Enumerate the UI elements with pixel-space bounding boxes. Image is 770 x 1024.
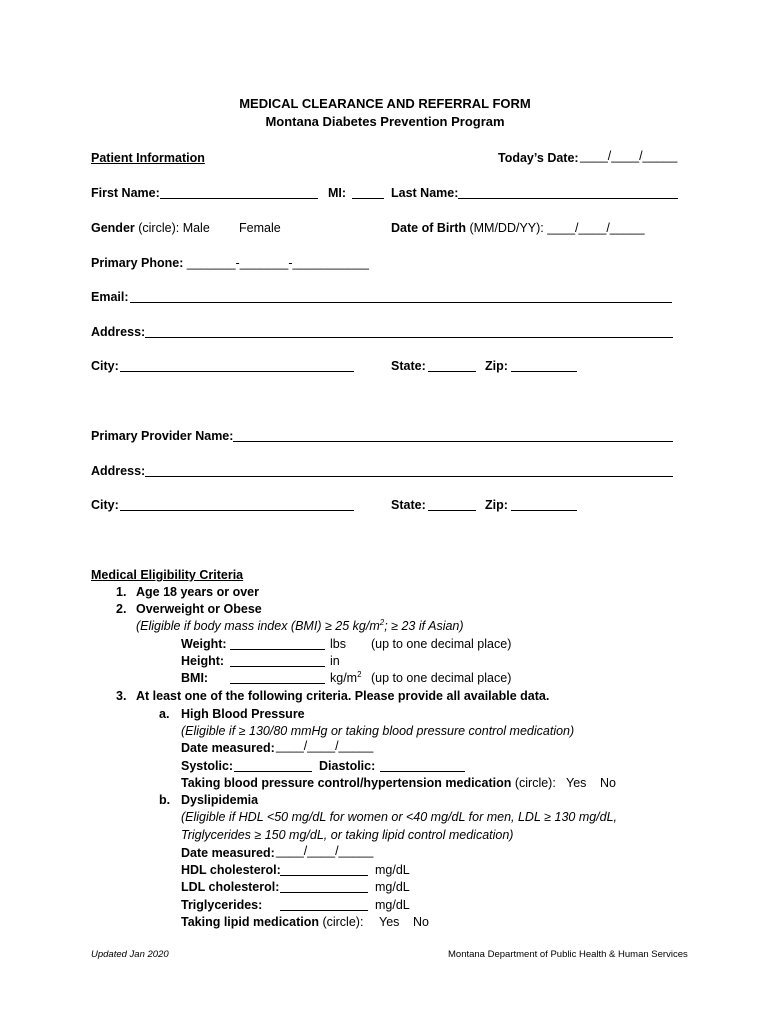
lipid-med-row: [181, 914, 363, 930]
bp-med-no[interactable]: No: [600, 776, 616, 790]
provider-name-field[interactable]: [233, 441, 673, 442]
provider-city-field[interactable]: [120, 510, 354, 511]
provider-state-field[interactable]: [428, 510, 476, 511]
high-bp-note: (Eligible if ≥ 130/80 mmHg or taking blood pressure control medication): [181, 724, 575, 738]
last-name-label: Last Name:: [391, 186, 459, 200]
item3b-letter: b.: [159, 793, 171, 807]
item3-number: 3.: [116, 689, 127, 703]
todays-date-label: Today’s Date:: [498, 151, 579, 165]
weight-note: (up to one decimal place): [371, 637, 512, 651]
provider-address-field[interactable]: [145, 476, 673, 477]
provider-city-label: City:: [91, 498, 119, 512]
dob-field[interactable]: ____/____/_____: [547, 221, 645, 235]
hdl-label: HDL cholesterol:: [181, 863, 281, 877]
gender-row: [91, 220, 210, 236]
bmi-unit-a: kg/m: [330, 671, 358, 685]
address-label: Address:: [91, 325, 146, 339]
bp-med-hint: (circle):: [511, 776, 556, 790]
bp-med-yes[interactable]: Yes: [566, 776, 587, 790]
ldl-field[interactable]: [280, 892, 368, 893]
form-subtitle: Montana Diabetes Prevention Program: [265, 114, 505, 129]
footer-updated: Updated Jan 2020: [91, 949, 169, 960]
gender-label: Gender: [91, 221, 135, 235]
provider-name-label: Primary Provider Name:: [91, 429, 234, 443]
lipid-med-no[interactable]: No: [413, 915, 429, 929]
city-field[interactable]: [120, 371, 354, 372]
form-title: MEDICAL CLEARANCE AND REFERRAL FORM: [239, 96, 531, 111]
dob-hint: (MM/DD/YY):: [466, 221, 548, 235]
provider-zip-field[interactable]: [511, 510, 577, 511]
lipid-date-field[interactable]: ____/____/_____: [276, 844, 374, 858]
gender-option-male[interactable]: Male: [182, 221, 210, 235]
lipid-med-label: Taking lipid medication: [181, 915, 319, 929]
provider-state-label: State:: [391, 498, 426, 512]
item2-note-sup: 2: [379, 617, 385, 627]
weight-label: Weight:: [181, 637, 227, 651]
provider-zip-label: Zip:: [485, 498, 508, 512]
high-bp-title: High Blood Pressure: [181, 707, 305, 721]
hdl-unit: mg/dL: [375, 863, 410, 877]
height-label: Height:: [181, 654, 225, 668]
zip-field[interactable]: [511, 371, 577, 372]
bp-med-row: [181, 775, 556, 791]
gender-hint: (circle):: [134, 221, 183, 235]
gender-option-female[interactable]: Female: [239, 221, 281, 235]
last-name-field[interactable]: [458, 198, 678, 199]
triglycerides-field[interactable]: [280, 910, 368, 911]
mi-field[interactable]: [352, 198, 384, 199]
bmi-field[interactable]: [230, 683, 325, 684]
item3-text: At least one of the following criteria. Please provide all available data.: [136, 689, 550, 703]
height-field[interactable]: [230, 666, 325, 667]
dyslipidemia-note-line2: Triglycerides ≥ 150 mg/dL, or taking lipid control medication): [181, 828, 514, 842]
lipid-date-label: Date measured:: [181, 846, 275, 860]
item2-number: 2.: [116, 602, 127, 616]
dyslipidemia-note-line1: (Eligible if HDL <50 mg/dL for women or <40 mg/dL for men, LDL ≥ 130 mg/dL,: [181, 810, 618, 824]
state-field[interactable]: [428, 371, 476, 372]
item1-number: 1.: [116, 585, 127, 599]
item2-note: [136, 618, 464, 634]
item3a-letter: a.: [159, 707, 170, 721]
zip-label: Zip:: [485, 359, 508, 373]
weight-unit: lbs: [330, 637, 346, 651]
email-field[interactable]: [130, 302, 672, 303]
triglycerides-label: Triglycerides:: [181, 898, 263, 912]
dyslipidemia-title: Dyslipidemia: [181, 793, 259, 807]
bmi-label: BMI:: [181, 671, 209, 685]
dob-label: Date of Birth: [391, 221, 466, 235]
systolic-label: Systolic:: [181, 759, 234, 773]
lipid-med-yes[interactable]: Yes: [379, 915, 400, 929]
bp-date-label: Date measured:: [181, 741, 275, 755]
lipid-med-hint: (circle):: [318, 915, 364, 929]
bmi-unit-sup: 2: [357, 669, 362, 679]
footer-department: Montana Department of Public Health & Human Services: [448, 949, 688, 960]
item2-note-a: (Eligible if body mass index (BMI) ≥ 25 kg/m: [136, 619, 380, 633]
bp-date-field[interactable]: ____/____/_____: [276, 739, 374, 753]
address-field[interactable]: [145, 337, 673, 338]
systolic-field[interactable]: [234, 771, 312, 772]
diastolic-label: Diastolic:: [319, 759, 376, 773]
diastolic-field[interactable]: [380, 771, 465, 772]
state-label: State:: [391, 359, 426, 373]
city-label: City:: [91, 359, 119, 373]
dob-row: [391, 220, 645, 236]
first-name-label: First Name:: [91, 186, 160, 200]
todays-date-field[interactable]: ____/____/_____: [580, 149, 678, 163]
patient-info-heading: Patient Information: [91, 151, 205, 165]
bmi-note: (up to one decimal place): [371, 671, 512, 685]
hdl-field[interactable]: [280, 875, 368, 876]
item2-text: Overweight or Obese: [136, 602, 262, 616]
mi-label: MI:: [328, 186, 347, 200]
ldl-unit: mg/dL: [375, 880, 410, 894]
bmi-unit: [330, 670, 362, 686]
item2-note-b: ; ≥ 23 if Asian): [384, 619, 464, 633]
ldl-label: LDL cholesterol:: [181, 880, 280, 894]
phone-label: Primary Phone:: [91, 256, 184, 270]
height-unit: in: [330, 654, 340, 668]
email-label: Email:: [91, 290, 129, 304]
bp-med-label: Taking blood pressure control/hypertension medication: [181, 776, 512, 790]
phone-row: [91, 255, 369, 271]
provider-address-label: Address:: [91, 464, 146, 478]
first-name-field[interactable]: [160, 198, 318, 199]
triglycerides-unit: mg/dL: [375, 898, 410, 912]
phone-field[interactable]: _______-_______-___________: [186, 256, 369, 270]
item1-text: Age 18 years or over: [136, 585, 259, 599]
weight-field[interactable]: [230, 649, 325, 650]
criteria-heading: Medical Eligibility Criteria: [91, 568, 244, 582]
